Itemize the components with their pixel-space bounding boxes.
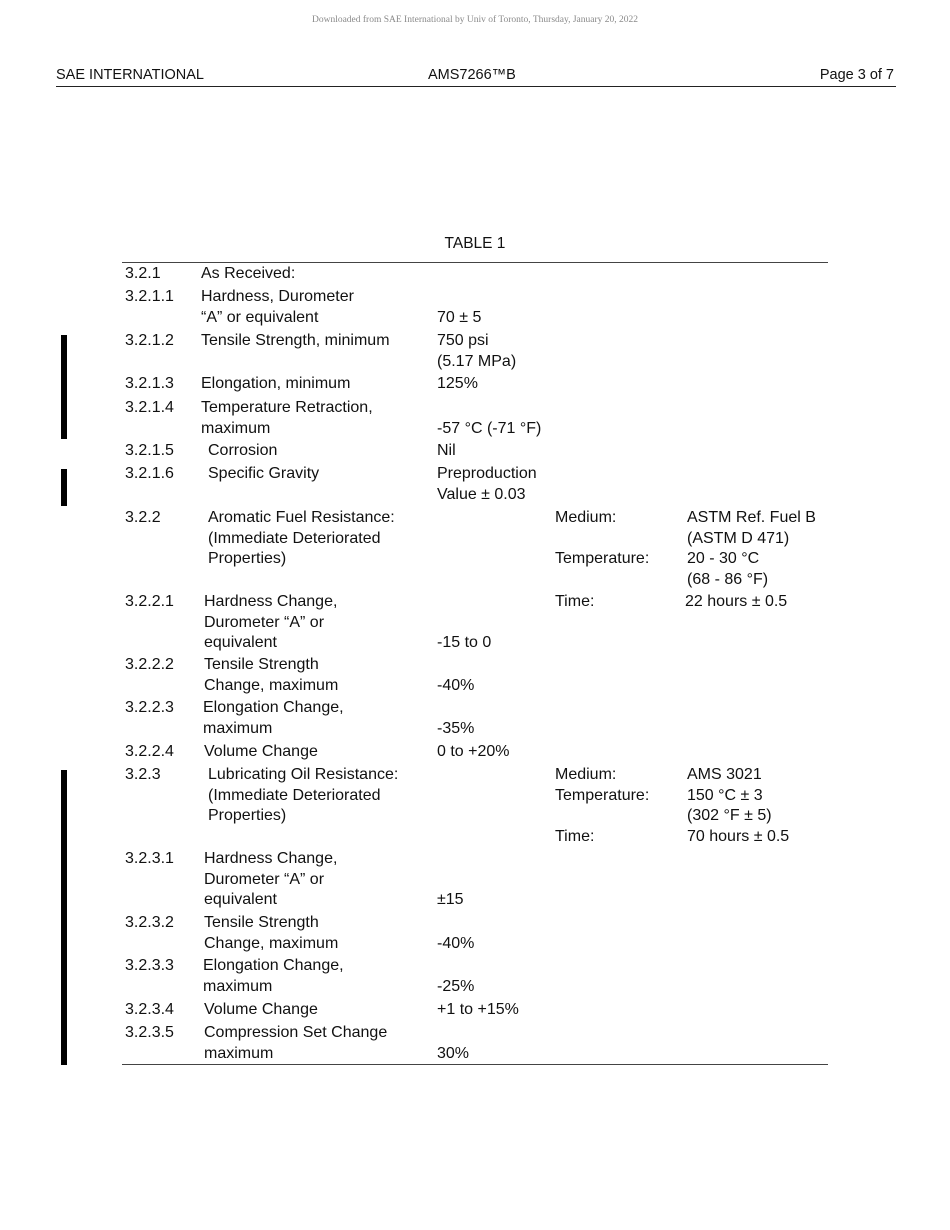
row-number: 3.2.1.4	[125, 399, 174, 416]
row-property: Elongation, minimum	[201, 375, 351, 392]
row-number: 3.2.2	[125, 509, 161, 526]
page-header	[56, 66, 896, 87]
row-value: ±15	[437, 891, 464, 908]
row-property: Elongation Change, maximum	[203, 957, 344, 995]
row-value: 30%	[437, 1044, 470, 1062]
condition-label: Time:	[555, 593, 595, 610]
row-value: -35%	[437, 719, 475, 737]
table-bottom-rule	[122, 1064, 828, 1065]
row-property: Corrosion	[208, 442, 278, 459]
row-number: 3.2.1.2	[125, 332, 174, 349]
row-number: 3.2.3.1	[125, 850, 174, 867]
change-bar	[61, 335, 67, 439]
row-number: 3.2.1.3	[125, 375, 174, 392]
row-number: 3.2.3.3	[125, 957, 174, 974]
row-property: Tensile Strength Change, maximum	[204, 656, 339, 694]
row-property: Specific Gravity	[208, 465, 320, 482]
row-number: 3.2.1.5	[125, 442, 174, 459]
row-number: 3.2.1.1	[125, 288, 174, 305]
condition-label: Temperature:	[555, 550, 650, 567]
row-number: 3.2.2.4	[125, 743, 174, 760]
row-value: -40%	[437, 934, 475, 952]
table-top-rule	[122, 262, 828, 263]
row-number: 3.2.3.2	[125, 914, 174, 931]
condition-label: Medium:	[555, 509, 617, 526]
row-property: As Received:	[201, 265, 296, 282]
row-property: Tensile Strength Change, maximum	[204, 914, 339, 952]
row-property: Compression Set Change maximum	[204, 1024, 388, 1062]
row-value: Preproduction Value ± 0.03	[437, 465, 537, 503]
change-bar	[61, 469, 67, 506]
condition-value: ASTM Ref. Fuel B (ASTM D 471)	[687, 509, 816, 547]
row-property: Volume Change	[204, 1001, 318, 1018]
condition-value: 22 hours ± 0.5	[685, 593, 788, 610]
row-value: -25%	[437, 977, 475, 995]
row-property: Hardness Change, Durometer “A” or equivalent	[204, 850, 338, 908]
condition-label: Time:	[555, 827, 595, 845]
condition-value: AMS 3021	[687, 766, 762, 783]
condition-label: Medium:	[555, 766, 617, 783]
row-value: 125%	[437, 375, 478, 392]
row-number: 3.2.3.5	[125, 1024, 174, 1041]
row-property: Hardness, Durometer “A” or equivalent	[201, 288, 354, 326]
row-property: Hardness Change, Durometer “A” or equivalent	[204, 593, 338, 651]
condition-value: 20 - 30 °C (68 - 86 °F)	[687, 550, 769, 588]
row-number: 3.2.2.2	[125, 656, 174, 673]
row-value: +1 to +15%	[437, 1001, 519, 1018]
row-number: 3.2.2.3	[125, 699, 174, 716]
header-org: SAE INTERNATIONAL	[56, 67, 204, 83]
row-value: 70 ± 5	[437, 308, 482, 326]
row-property: Tensile Strength, minimum	[201, 332, 390, 349]
header-doc-id: AMS7266™B	[428, 67, 516, 83]
row-value: 0 to +20%	[437, 743, 510, 760]
row-number: 3.2.1	[125, 265, 161, 282]
row-number: 3.2.2.1	[125, 593, 174, 610]
row-value: 750 psi (5.17 MPa)	[437, 332, 517, 370]
row-number: 3.2.1.6	[125, 465, 174, 482]
row-property: Lubricating Oil Resistance: (Immediate Deteriorated Properties)	[208, 766, 399, 824]
change-bar	[61, 770, 67, 1065]
row-property: Elongation Change, maximum	[203, 699, 344, 737]
row-value: -15 to 0	[437, 634, 492, 651]
download-watermark: Downloaded from SAE International by Univ of Toronto, Thursday, January 20, 2022	[311, 15, 639, 25]
row-property: Temperature Retraction, maximum	[201, 399, 373, 437]
header-page-number: Page 3 of 7	[819, 67, 894, 83]
row-property: Aromatic Fuel Resistance: (Immediate Deteriorated Properties)	[208, 509, 395, 567]
row-number: 3.2.3.4	[125, 1001, 174, 1018]
table-title: TABLE 1	[444, 235, 506, 252]
row-number: 3.2.3	[125, 766, 161, 783]
row-value: -40%	[437, 676, 475, 694]
row-value: Nil	[437, 442, 456, 459]
row-value: -57 °C (-71 °F)	[437, 419, 542, 437]
condition-label: Temperature:	[555, 786, 650, 804]
row-property: Volume Change	[204, 743, 318, 760]
condition-value: 70 hours ± 0.5	[687, 827, 790, 845]
condition-value: 150 °C ± 3 (302 °F ± 5)	[687, 786, 772, 824]
